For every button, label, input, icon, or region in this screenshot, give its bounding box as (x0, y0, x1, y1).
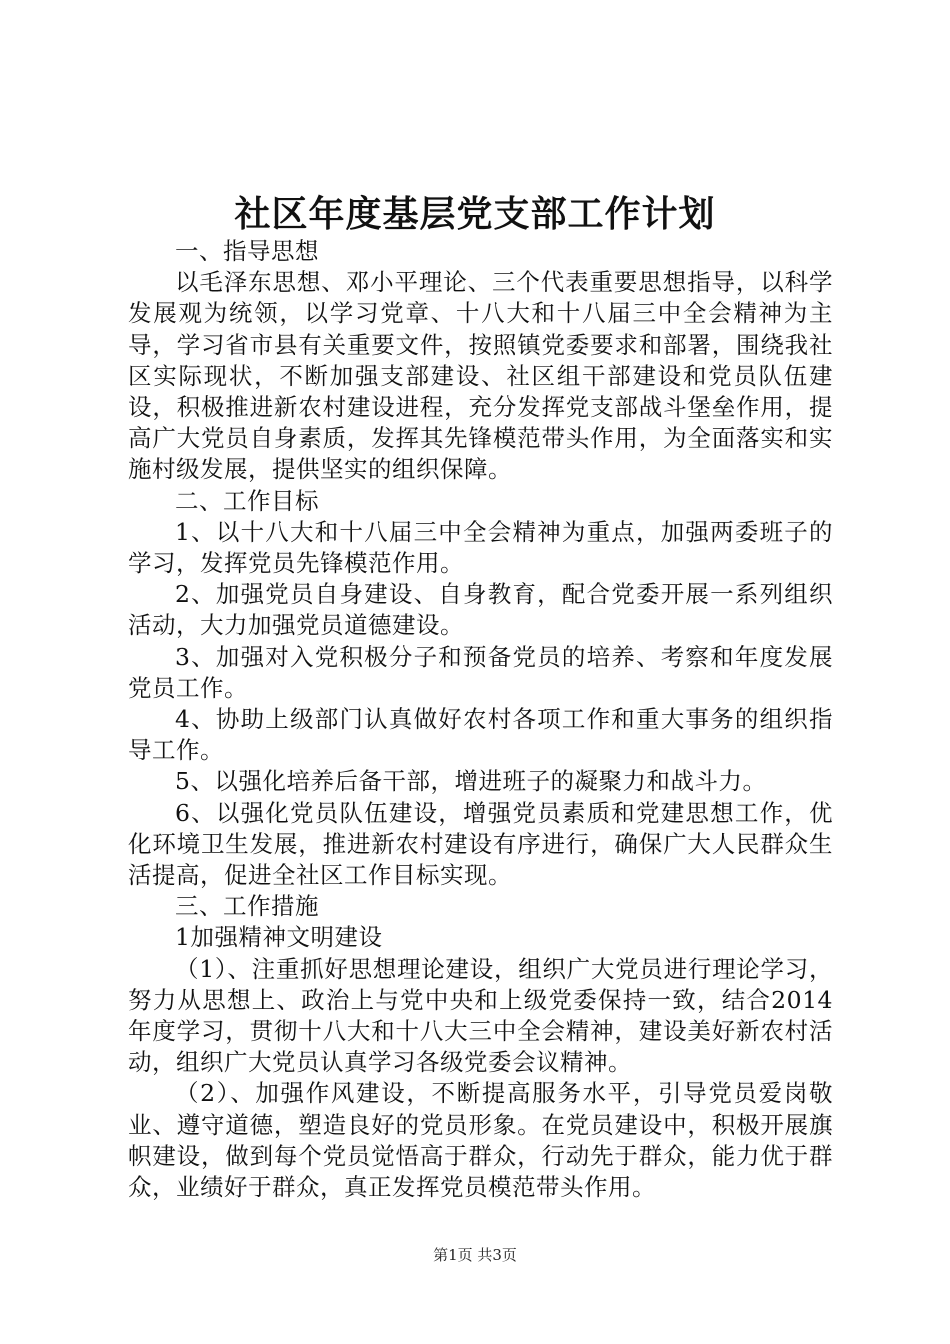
document-title: 社区年度基层党支部工作计划 (234, 193, 716, 235)
goal-item-6: 6、以强化党员队伍建设，增强党员素质和党建思想工作，优化环境卫生发展，推进新农村建设有序进行，确保广大人民群众生活提高，促进全社区工作目标实现。 (128, 798, 833, 890)
measure-item-1: （1）、注重抓好思想理论建设，组织广大党员进行理论学习，努力从思想上、政治上与党中央和上级党委保持一致，结合2014年度学习，贯彻十八大和十八大三中全会精神，建设美好新农村活动，组织广大党员认真学习各级党委会议精神。 (128, 954, 833, 1077)
section-heading-1: 一、指导思想 (175, 237, 319, 265)
page-footer: 第1页 共3页 (433, 1246, 517, 1264)
subsection-heading-1: 1加强精神文明建设 (175, 923, 383, 952)
goal-item-3: 3、加强对入党积极分子和预备党员的培养、考察和年度发展党员工作。 (128, 642, 833, 702)
goal-item-4: 4、协助上级部门认真做好农村各项工作和重大事务的组织指导工作。 (128, 705, 833, 765)
measure-item-2: （2）、加强作风建设，不断提高服务水平，引导党员爱岗敬业、遵守道德，塑造良好的党员形象。在党员建设中，积极开展旗帜建设，做到每个党员觉悟高于群众，行动先于群众，能力优于群众，业绩好于群众，真正发挥党员模范带头作用。 (128, 1079, 833, 1202)
goal-item-1: 1、以十八大和十八届三中全会精神为重点，加强两委班子的学习，发挥党员先锋模范作用。 (128, 517, 833, 578)
goal-item-2: 2、加强党员自身建设、自身教育，配合党委开展一系列组织活动，大力加强党员道德建设。 (128, 580, 833, 640)
paragraph-guiding-thought: 以毛泽东思想、邓小平理论、三个代表重要思想指导，以科学发展观为统领，以学习党章、十八大和十八届三中全会精神为主导，学习省市县有关重要文件，按照镇党委要求和部署，围绕我社区实际现状，不断加强支部建设、社区组干部建设和党员队伍建设，积极推进新农村建设进程，充分发挥党支部战斗堡垒作用，提高广大党员自身素质，发挥其先锋模范带头作用，为全面落实和实施村级发展，提供坚实的组织保障。 (128, 268, 833, 484)
document-body (128, 236, 833, 1203)
goal-item-5: 5、以强化培养后备干部，增进班子的凝聚力和战斗力。 (175, 767, 767, 796)
section-heading-3: 三、工作措施 (175, 892, 319, 921)
section-heading-2: 二、工作目标 (175, 486, 319, 515)
